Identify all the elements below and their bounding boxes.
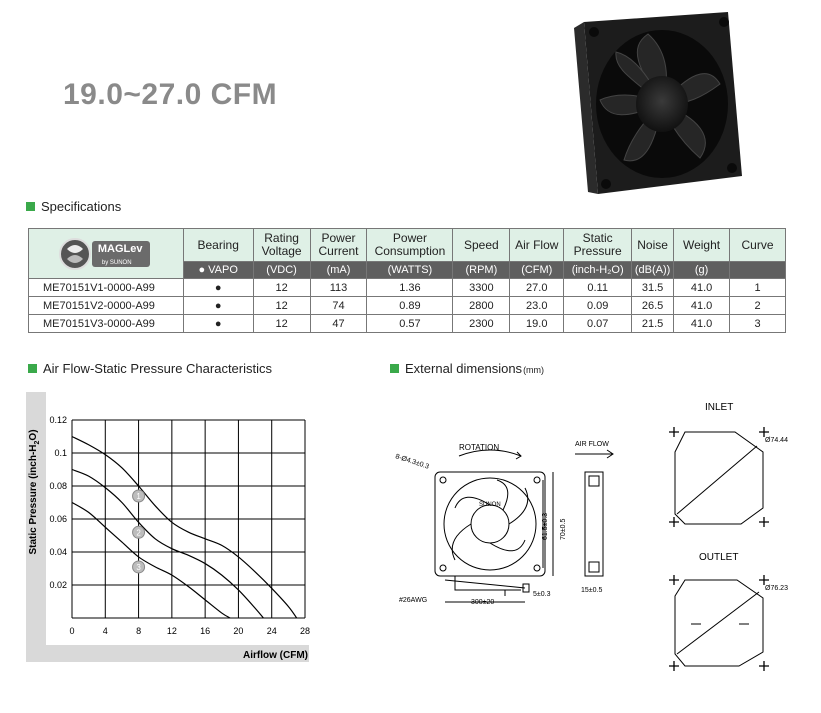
cell-power: 0.57	[367, 315, 453, 333]
col-header-airflow: Air Flow	[510, 229, 564, 262]
cell-weight: 41.0	[674, 279, 730, 297]
x-tick-label: 0	[69, 626, 75, 636]
curve-heading	[28, 361, 272, 376]
cell-bearing: ●	[183, 297, 253, 315]
pitch-size-label: 61.5±0.3	[542, 512, 549, 540]
maglev-logo-cell	[29, 229, 184, 279]
x-tick-label: 4	[102, 626, 108, 636]
green-square-icon	[390, 364, 399, 373]
cell-power: 0.89	[367, 297, 453, 315]
y-tick-label: 0.02	[49, 580, 67, 590]
col-header-current: Power Current	[310, 229, 367, 262]
lead-length-label: 300±20	[471, 599, 495, 606]
col-header-bearing: Bearing	[183, 229, 253, 262]
unit-speed: (RPM)	[453, 262, 510, 279]
maglev-logo	[58, 235, 154, 273]
green-square-icon	[28, 364, 37, 373]
y-axis-label: Static Pressure $(inch-H_2O)$	[28, 429, 41, 555]
outlet-diameter-label: Ø76.23	[765, 585, 788, 592]
cell-curve: 3	[730, 315, 786, 333]
cell-model: ME70151V1-0000-A99	[29, 279, 184, 297]
cell-pressure: 0.09	[564, 297, 632, 315]
inlet-label: INLET	[705, 402, 734, 413]
table-row	[29, 315, 786, 333]
table-header-row	[29, 229, 786, 262]
x-tick-label: 24	[266, 626, 277, 636]
inlet-view	[669, 427, 769, 527]
cell-speed: 2800	[453, 297, 510, 315]
dimensions-heading	[390, 361, 544, 376]
cell-model: ME70151V2-0000-A99	[29, 297, 184, 315]
cell-voltage: 12	[253, 297, 310, 315]
col-header-noise: Noise	[632, 229, 674, 262]
unit-noise: (dB(A))	[632, 262, 674, 279]
cell-current: 113	[310, 279, 367, 297]
unit-voltage: (VDC)	[253, 262, 310, 279]
col-header-power: Power Consumption	[367, 229, 453, 262]
series-marker-label: 3	[136, 562, 141, 572]
unit-bearing: ● VAPO	[183, 262, 253, 279]
thickness-label: 15±0.5	[581, 587, 603, 594]
x-tick-label: 20	[233, 626, 244, 636]
cell-current: 74	[310, 297, 367, 315]
cell-curve: 1	[730, 279, 786, 297]
cell-airflow: 19.0	[510, 315, 564, 333]
unit-pressure: (inch-H₂O)	[564, 262, 632, 279]
outer-size-label: 70±0.5	[560, 518, 567, 540]
col-header-voltage: Rating Voltage	[253, 229, 310, 262]
specifications-label: Specifications	[41, 199, 122, 214]
external-dimensions-drawing	[385, 390, 805, 680]
x-axis-label: Airflow (CFM)	[243, 650, 308, 661]
x-tick-label: 8	[136, 626, 142, 636]
curve-heading-label: Air Flow-Static Pressure Characteristics	[43, 361, 272, 376]
col-header-pressure: Static Pressure	[564, 229, 632, 262]
cell-airflow: 23.0	[510, 297, 564, 315]
cell-pressure: 0.11	[564, 279, 632, 297]
rotation-label: ROTATION	[459, 443, 500, 452]
x-tick-label: 12	[166, 626, 177, 636]
cell-curve: 2	[730, 297, 786, 315]
specifications-table	[28, 228, 786, 333]
green-square-icon	[26, 202, 35, 211]
cell-voltage: 12	[253, 279, 310, 297]
side-view	[575, 450, 613, 576]
cell-speed: 2300	[453, 315, 510, 333]
inlet-diameter-label: Ø74.44	[765, 437, 788, 444]
x-tick-label: 16	[200, 626, 211, 636]
y-tick-label: 0.1	[54, 448, 67, 458]
front-view	[435, 450, 553, 596]
y-tick-label: 0.04	[49, 547, 67, 557]
unit-weight: (g)	[674, 262, 730, 279]
logo-brand-text: MAGLev	[97, 242, 143, 255]
air-flow-label: AIR FLOW	[575, 441, 609, 448]
series-marker-label: 2	[136, 528, 141, 538]
cell-noise: 26.5	[632, 297, 674, 315]
dimensions-heading-label: External dimensions	[405, 361, 523, 376]
unit-power: (WATTS)	[367, 262, 453, 279]
cell-current: 47	[310, 315, 367, 333]
y-tick-label: 0.12	[49, 415, 67, 425]
cell-airflow: 27.0	[510, 279, 564, 297]
cell-model: ME70151V3-0000-A99	[29, 315, 184, 333]
y-tick-label: 0.08	[49, 481, 67, 491]
x-tick-label: 28	[299, 626, 311, 636]
fan-product-photo	[568, 8, 744, 198]
cell-power: 1.36	[367, 279, 453, 297]
unit-airflow: (CFM)	[510, 262, 564, 279]
cell-speed: 3300	[453, 279, 510, 297]
outlet-view	[669, 575, 769, 671]
dimensions-unit-label: (mm)	[523, 365, 545, 375]
outlet-label: OUTLET	[699, 552, 739, 563]
cell-voltage: 12	[253, 315, 310, 333]
strip-length-label: 5±0.3	[533, 591, 551, 598]
logo-sub-text: by SUNON	[101, 259, 132, 266]
fan-brand-label: SUNON	[479, 502, 501, 508]
cell-bearing: ●	[183, 279, 253, 297]
table-row	[29, 279, 786, 297]
airflow-pressure-chart	[26, 392, 309, 664]
cell-noise: 31.5	[632, 279, 674, 297]
cell-weight: 41.0	[674, 315, 730, 333]
col-header-speed: Speed	[453, 229, 510, 262]
cell-bearing: ●	[183, 315, 253, 333]
unit-current: (mA)	[310, 262, 367, 279]
col-header-weight: Weight	[674, 229, 730, 262]
y-tick-label: 0.06	[49, 514, 67, 524]
wire-gauge-label: #26AWG	[399, 597, 428, 604]
series-marker-label: 1	[136, 492, 141, 501]
holes-label: 8-Ø4.3±0.3	[394, 453, 430, 471]
cell-noise: 21.5	[632, 315, 674, 333]
table-row	[29, 297, 786, 315]
cell-weight: 41.0	[674, 297, 730, 315]
page-title: 19.0~27.0 CFM	[63, 78, 278, 111]
unit-curve	[730, 262, 786, 279]
cell-pressure: 0.07	[564, 315, 632, 333]
col-header-curve: Curve	[730, 229, 786, 262]
specifications-heading	[26, 199, 121, 214]
